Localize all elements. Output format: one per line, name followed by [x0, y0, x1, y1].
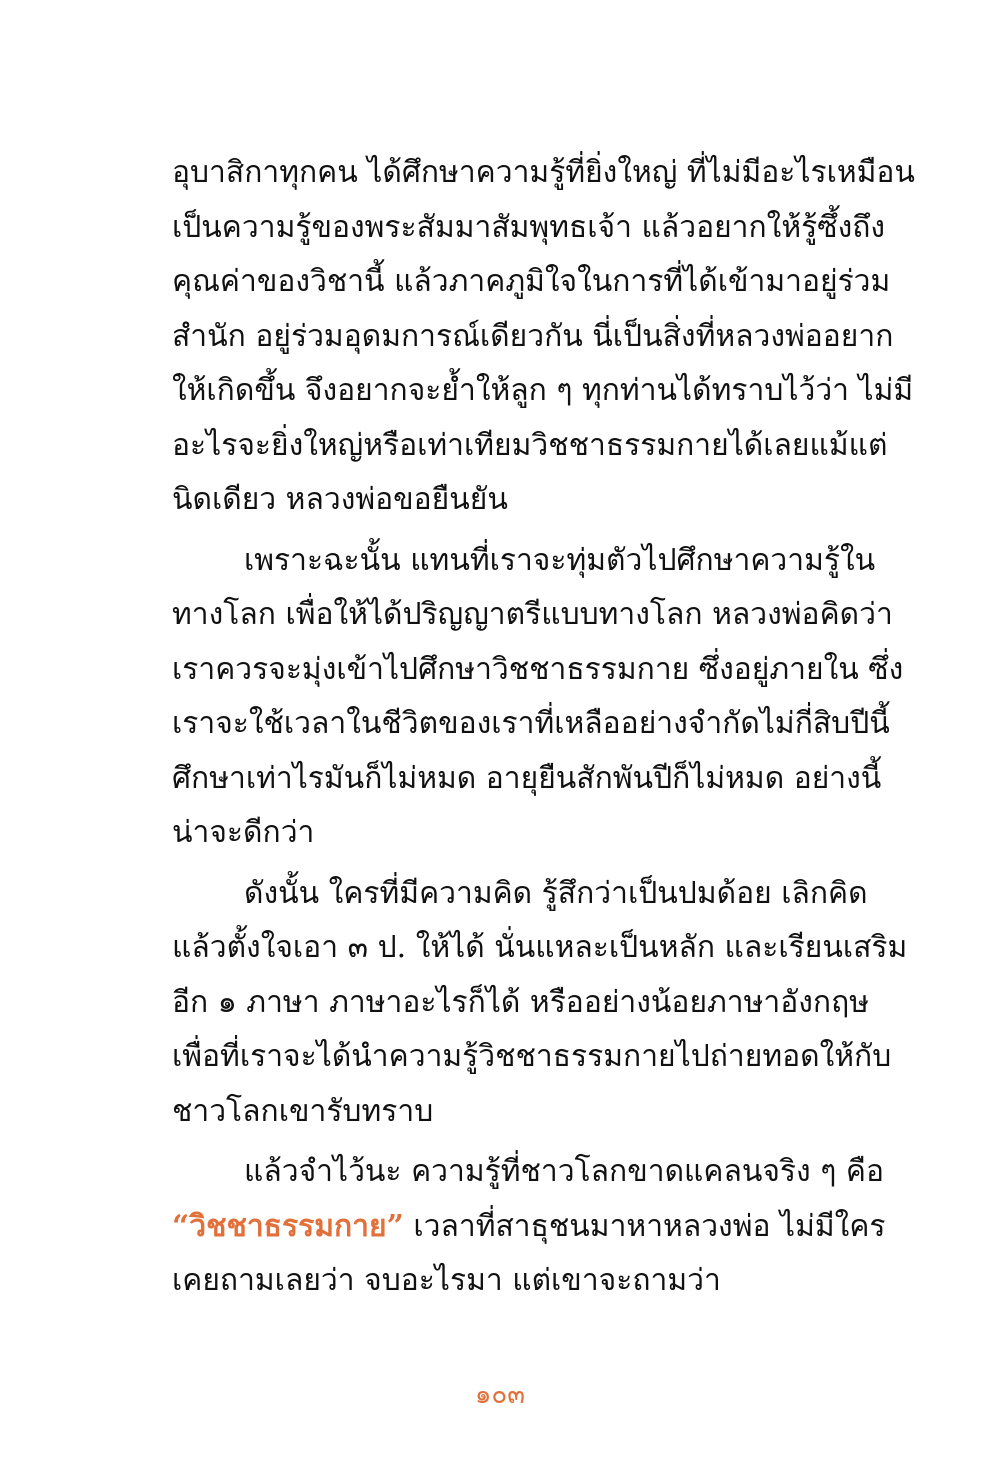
- text-line: อะไรจะยิ่งใหญ่หรือเท่าเทียมวิชชาธรรมกายได้เลยแม้แต่: [172, 427, 888, 463]
- text-line: เพราะฉะนั้น แทนที่เราจะทุ่มตัวไปศึกษาความรู้ใน: [244, 542, 876, 578]
- text-line: เคยถามเลยว่า จบอะไรมา แต่เขาจะถามว่า: [172, 1263, 721, 1298]
- highlight-term: “วิชชาธรรมกาย”: [172, 1208, 404, 1244]
- page-body: [172, 146, 915, 1315]
- text-segment: เวลาที่สาธุชนมาหาหลวงพ่อ ไม่มีใคร: [403, 1208, 886, 1244]
- paragraph-1: [172, 146, 915, 528]
- text-line: แล้วตั้งใจเอา ๓ ป. ให้ได้ นั่นแหละเป็นหลัก และเรียนเสริม: [172, 930, 908, 965]
- text-line: [172, 1200, 886, 1255]
- text-line: แล้วจำไว้นะ ความรู้ที่ชาวโลกขาดแคลนจริง ๆ คือ: [244, 1154, 884, 1189]
- text-line: เราควรจะมุ่งเข้าไปศึกษาวิชชาธรรมกาย ซึ่งอยู่ภายใน ซึ่ง: [172, 651, 904, 687]
- paragraph-3: [172, 867, 908, 1140]
- text-line: น่าจะดีกว่า: [172, 815, 315, 850]
- text-line: อุบาสิกาทุกคน ได้ศึกษาความรู้ที่ยิ่งใหญ่ ที่ไม่มีอะไรเหมือน: [172, 155, 915, 190]
- text-line: ดังนั้น ใครที่มีความคิด รู้สึกว่าเป็นปมด้อย เลิกคิด: [244, 875, 868, 911]
- text-line: เป็นความรู้ของพระสัมมาสัมพุทธเจ้า แล้วอยากให้รู้ซึ้งถึง: [172, 209, 886, 245]
- text-line: นิดเดียว หลวงพ่อขอยืนยัน: [172, 482, 508, 517]
- paragraph-2: [172, 534, 904, 861]
- paragraph-4: [172, 1145, 886, 1309]
- text-line: ให้เกิดขึ้น จึงอยากจะย้ำให้ลูก ๆ ทุกท่านได้ทราบไว้ว่า ไม่มี: [172, 373, 914, 408]
- text-line: ทางโลก เพื่อให้ได้ปริญญาตรีแบบทางโลก หลวงพ่อคิดว่า: [172, 597, 893, 632]
- text-line: ชาวโลกเขารับทราบ: [172, 1093, 434, 1129]
- page-number: ๑๐๓: [474, 1380, 526, 1410]
- text-line: คุณค่าของวิชานี้ แล้วภาคภูมิใจในการที่ได้เข้ามาอยู่ร่วม: [172, 264, 891, 299]
- text-line: สำนัก อยู่ร่วมอุดมการณ์เดียวกัน นี่เป็นสิ่งที่หลวงพ่ออยาก: [172, 318, 894, 354]
- text-line: อีก ๑ ภาษา ภาษาอะไรก็ได้ หรืออย่างน้อยภาษาอังกฤษ: [172, 984, 870, 1020]
- text-line: เพื่อที่เราจะได้นำความรู้วิชชาธรรมกายไปถ่ายทอดให้กับ: [172, 1039, 892, 1074]
- text-line: ศึกษาเท่าไรมันก็ไม่หมด อายุยืนสักพันปีก็ไม่หมด อย่างนี้: [172, 760, 882, 796]
- text-line: เราจะใช้เวลาในชีวิตของเราที่เหลืออย่างจำกัดไม่กี่สิบปีนี้: [172, 706, 890, 741]
